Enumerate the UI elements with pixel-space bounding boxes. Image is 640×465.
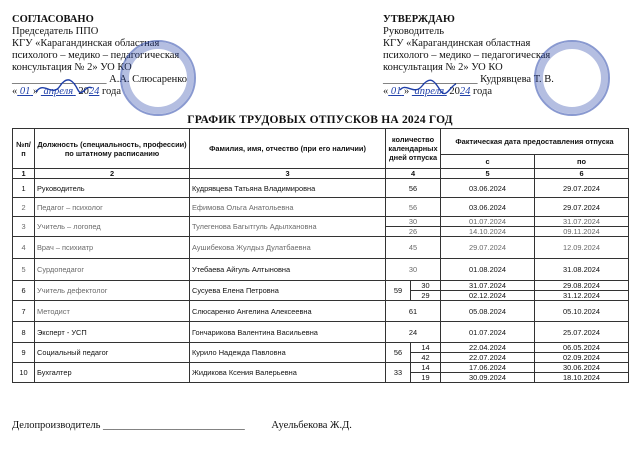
footer-role: Делопроизводитель <box>12 420 101 431</box>
row-days: 30 <box>386 217 441 227</box>
row-days: 24 <box>386 322 441 343</box>
row-to: 29.08.2024 <box>535 281 629 291</box>
vacation-schedule-table <box>12 128 629 383</box>
row-days: 14 <box>411 363 441 373</box>
approve-signer: Кудрявцева Т. В. <box>480 74 554 85</box>
index-cell: 1 <box>13 169 35 179</box>
row-days: 42 <box>411 353 441 363</box>
approval-signer: А.А. Слюсаренко <box>109 74 188 85</box>
approval-date: « 01 » апреля 2024 года <box>12 86 121 97</box>
row-to: 31.12.2024 <box>535 291 629 301</box>
header-position: Должность (специальность, профессии) по штатному расписанию <box>35 129 190 169</box>
approval-signature-line: __________________ А.А. Слюсаренко <box>12 74 188 85</box>
row-from: 17.06.2024 <box>441 363 535 373</box>
header-num: №п/п <box>13 129 35 169</box>
row-from: 30.09.2024 <box>441 373 535 383</box>
row-position: Эксперт - УСП <box>35 322 190 343</box>
row-days: 61 <box>386 301 441 322</box>
row-num: 2 <box>13 198 35 217</box>
row-total-days: 59 <box>386 281 411 301</box>
approve-line: КГУ «Карагандинская областная <box>383 38 531 49</box>
row-name: Кудрявцева Татьяна Владимировна <box>190 179 386 198</box>
row-days: 29 <box>411 291 441 301</box>
approval-date-day: 01 <box>19 86 31 97</box>
row-name: Курило Надежда Павловна <box>190 343 386 363</box>
row-to: 02.09.2024 <box>535 353 629 363</box>
table-row <box>13 343 629 353</box>
row-name: Ефимова Ольга Анатольевна <box>190 198 386 217</box>
row-position: Педагог – психолог <box>35 198 190 217</box>
row-name: Слюсаренко Ангелина Алексеевна <box>190 301 386 322</box>
row-days: 19 <box>411 373 441 383</box>
row-from: 02.12.2024 <box>441 291 535 301</box>
row-to: 05.10.2024 <box>535 301 629 322</box>
row-num: 1 <box>13 179 35 198</box>
table-row <box>13 217 629 227</box>
approve-title: УТВЕРЖДАЮ <box>383 14 455 25</box>
row-from: 22.04.2024 <box>441 343 535 353</box>
approval-title: СОГЛАСОВАНО <box>12 14 94 25</box>
footer-signature <box>12 420 352 431</box>
row-position: Бухгалтер <box>35 363 190 383</box>
row-to: 25.07.2024 <box>535 322 629 343</box>
approve-signature-line: __________________ Кудрявцева Т. В. <box>383 74 554 85</box>
left-signature <box>34 78 94 98</box>
approval-line: КГУ «Карагандинская областная <box>12 38 160 49</box>
row-from: 31.07.2024 <box>441 281 535 291</box>
row-name: Аушибекова Жулдыз Дулатбаевна <box>190 237 386 259</box>
row-from: 01.07.2024 <box>441 322 535 343</box>
row-name: Тулегенова Багытгуль Адылхановна <box>190 217 386 237</box>
row-from: 03.06.2024 <box>441 179 535 198</box>
right-signature <box>398 78 458 98</box>
approve-date: « 01 » апреля 2024 года <box>383 86 492 97</box>
table-row <box>13 322 629 343</box>
table-row <box>13 281 629 291</box>
row-to: 12.09.2024 <box>535 237 629 259</box>
approve-line: психолого – медико – педагогическая <box>383 50 551 61</box>
index-cell: 4 <box>386 169 441 179</box>
table-row <box>13 237 629 259</box>
row-num: 5 <box>13 259 35 281</box>
row-from: 29.07.2024 <box>441 237 535 259</box>
footer-signer: Ауельбекова Ж.Д. <box>271 420 352 431</box>
table-row <box>13 301 629 322</box>
row-days: 14 <box>411 343 441 353</box>
row-to: 18.10.2024 <box>535 373 629 383</box>
row-days: 45 <box>386 237 441 259</box>
row-name: Жидикова Ксения Валерьевна <box>190 363 386 383</box>
row-to: 09.11.2024 <box>535 227 629 237</box>
document-title: ГРАФИК ТРУДОВЫХ ОТПУСКОВ НА 2024 ГОД <box>187 114 453 126</box>
row-position: Врач – психиатр <box>35 237 190 259</box>
header-days: количество календарных дней отпуска <box>386 129 441 169</box>
row-to: 31.07.2024 <box>535 217 629 227</box>
approval-date-month: апреля <box>43 86 74 97</box>
row-position: Учитель – логопед <box>35 217 190 237</box>
row-from: 03.06.2024 <box>441 198 535 217</box>
header-name: Фамилия, имя, отчество (при его наличии) <box>190 129 386 169</box>
row-position: Сурдопедагог <box>35 259 190 281</box>
row-days: 30 <box>411 281 441 291</box>
row-position: Учитель дефектолог <box>35 281 190 301</box>
row-to: 29.07.2024 <box>535 179 629 198</box>
row-num: 7 <box>13 301 35 322</box>
approval-line: консультация № 2» УО КО <box>12 62 132 73</box>
table-row <box>13 259 629 281</box>
approve-date-month: апреля <box>414 86 445 97</box>
approval-date-year: 24 <box>88 86 100 97</box>
right-seal-stamp <box>534 40 610 116</box>
row-position: Методист <box>35 301 190 322</box>
row-total-days: 56 <box>386 343 411 363</box>
index-cell: 6 <box>535 169 629 179</box>
index-cell: 2 <box>35 169 190 179</box>
row-position: Социальный педагог <box>35 343 190 363</box>
row-days: 56 <box>386 198 441 217</box>
row-num: 3 <box>13 217 35 237</box>
table-row <box>13 363 629 373</box>
left-seal-stamp <box>120 40 196 116</box>
row-from: 22.07.2024 <box>441 353 535 363</box>
header-actual-dates: Фактическая дата предоставления отпуска <box>441 129 629 155</box>
footer-signature-line: ___________________________ <box>103 420 245 431</box>
approve-date-day: 01 <box>390 86 402 97</box>
index-cell: 5 <box>441 169 535 179</box>
approve-date-year: 24 <box>459 86 471 97</box>
row-to: 29.07.2024 <box>535 198 629 217</box>
row-days: 26 <box>386 227 441 237</box>
approve-line: консультация № 2» УО КО <box>383 62 503 73</box>
header-to: по <box>535 155 629 169</box>
row-num: 6 <box>13 281 35 301</box>
row-to: 06.05.2024 <box>535 343 629 353</box>
row-to: 31.08.2024 <box>535 259 629 281</box>
row-from: 14.10.2024 <box>441 227 535 237</box>
row-to: 30.06.2024 <box>535 363 629 373</box>
row-position: Руководитель <box>35 179 190 198</box>
row-days: 56 <box>386 179 441 198</box>
table-row <box>13 198 629 217</box>
row-from: 01.08.2024 <box>441 259 535 281</box>
row-name: Сусуева Елена Петровна <box>190 281 386 301</box>
row-name: Утебаева Айгуль Алтыновна <box>190 259 386 281</box>
row-num: 8 <box>13 322 35 343</box>
row-name: Гончарикова Валентина Васильевна <box>190 322 386 343</box>
row-num: 4 <box>13 237 35 259</box>
approval-line: психолого – медико – педагогическая <box>12 50 180 61</box>
row-from: 05.08.2024 <box>441 301 535 322</box>
header-from: с <box>441 155 535 169</box>
approve-line: Руководитель <box>383 26 444 37</box>
index-cell: 3 <box>190 169 386 179</box>
row-num: 10 <box>13 363 35 383</box>
approval-line: Председатель ППО <box>12 26 99 37</box>
row-days: 30 <box>386 259 441 281</box>
row-num: 9 <box>13 343 35 363</box>
row-total-days: 33 <box>386 363 411 383</box>
table-row <box>13 179 629 198</box>
row-from: 01.07.2024 <box>441 217 535 227</box>
